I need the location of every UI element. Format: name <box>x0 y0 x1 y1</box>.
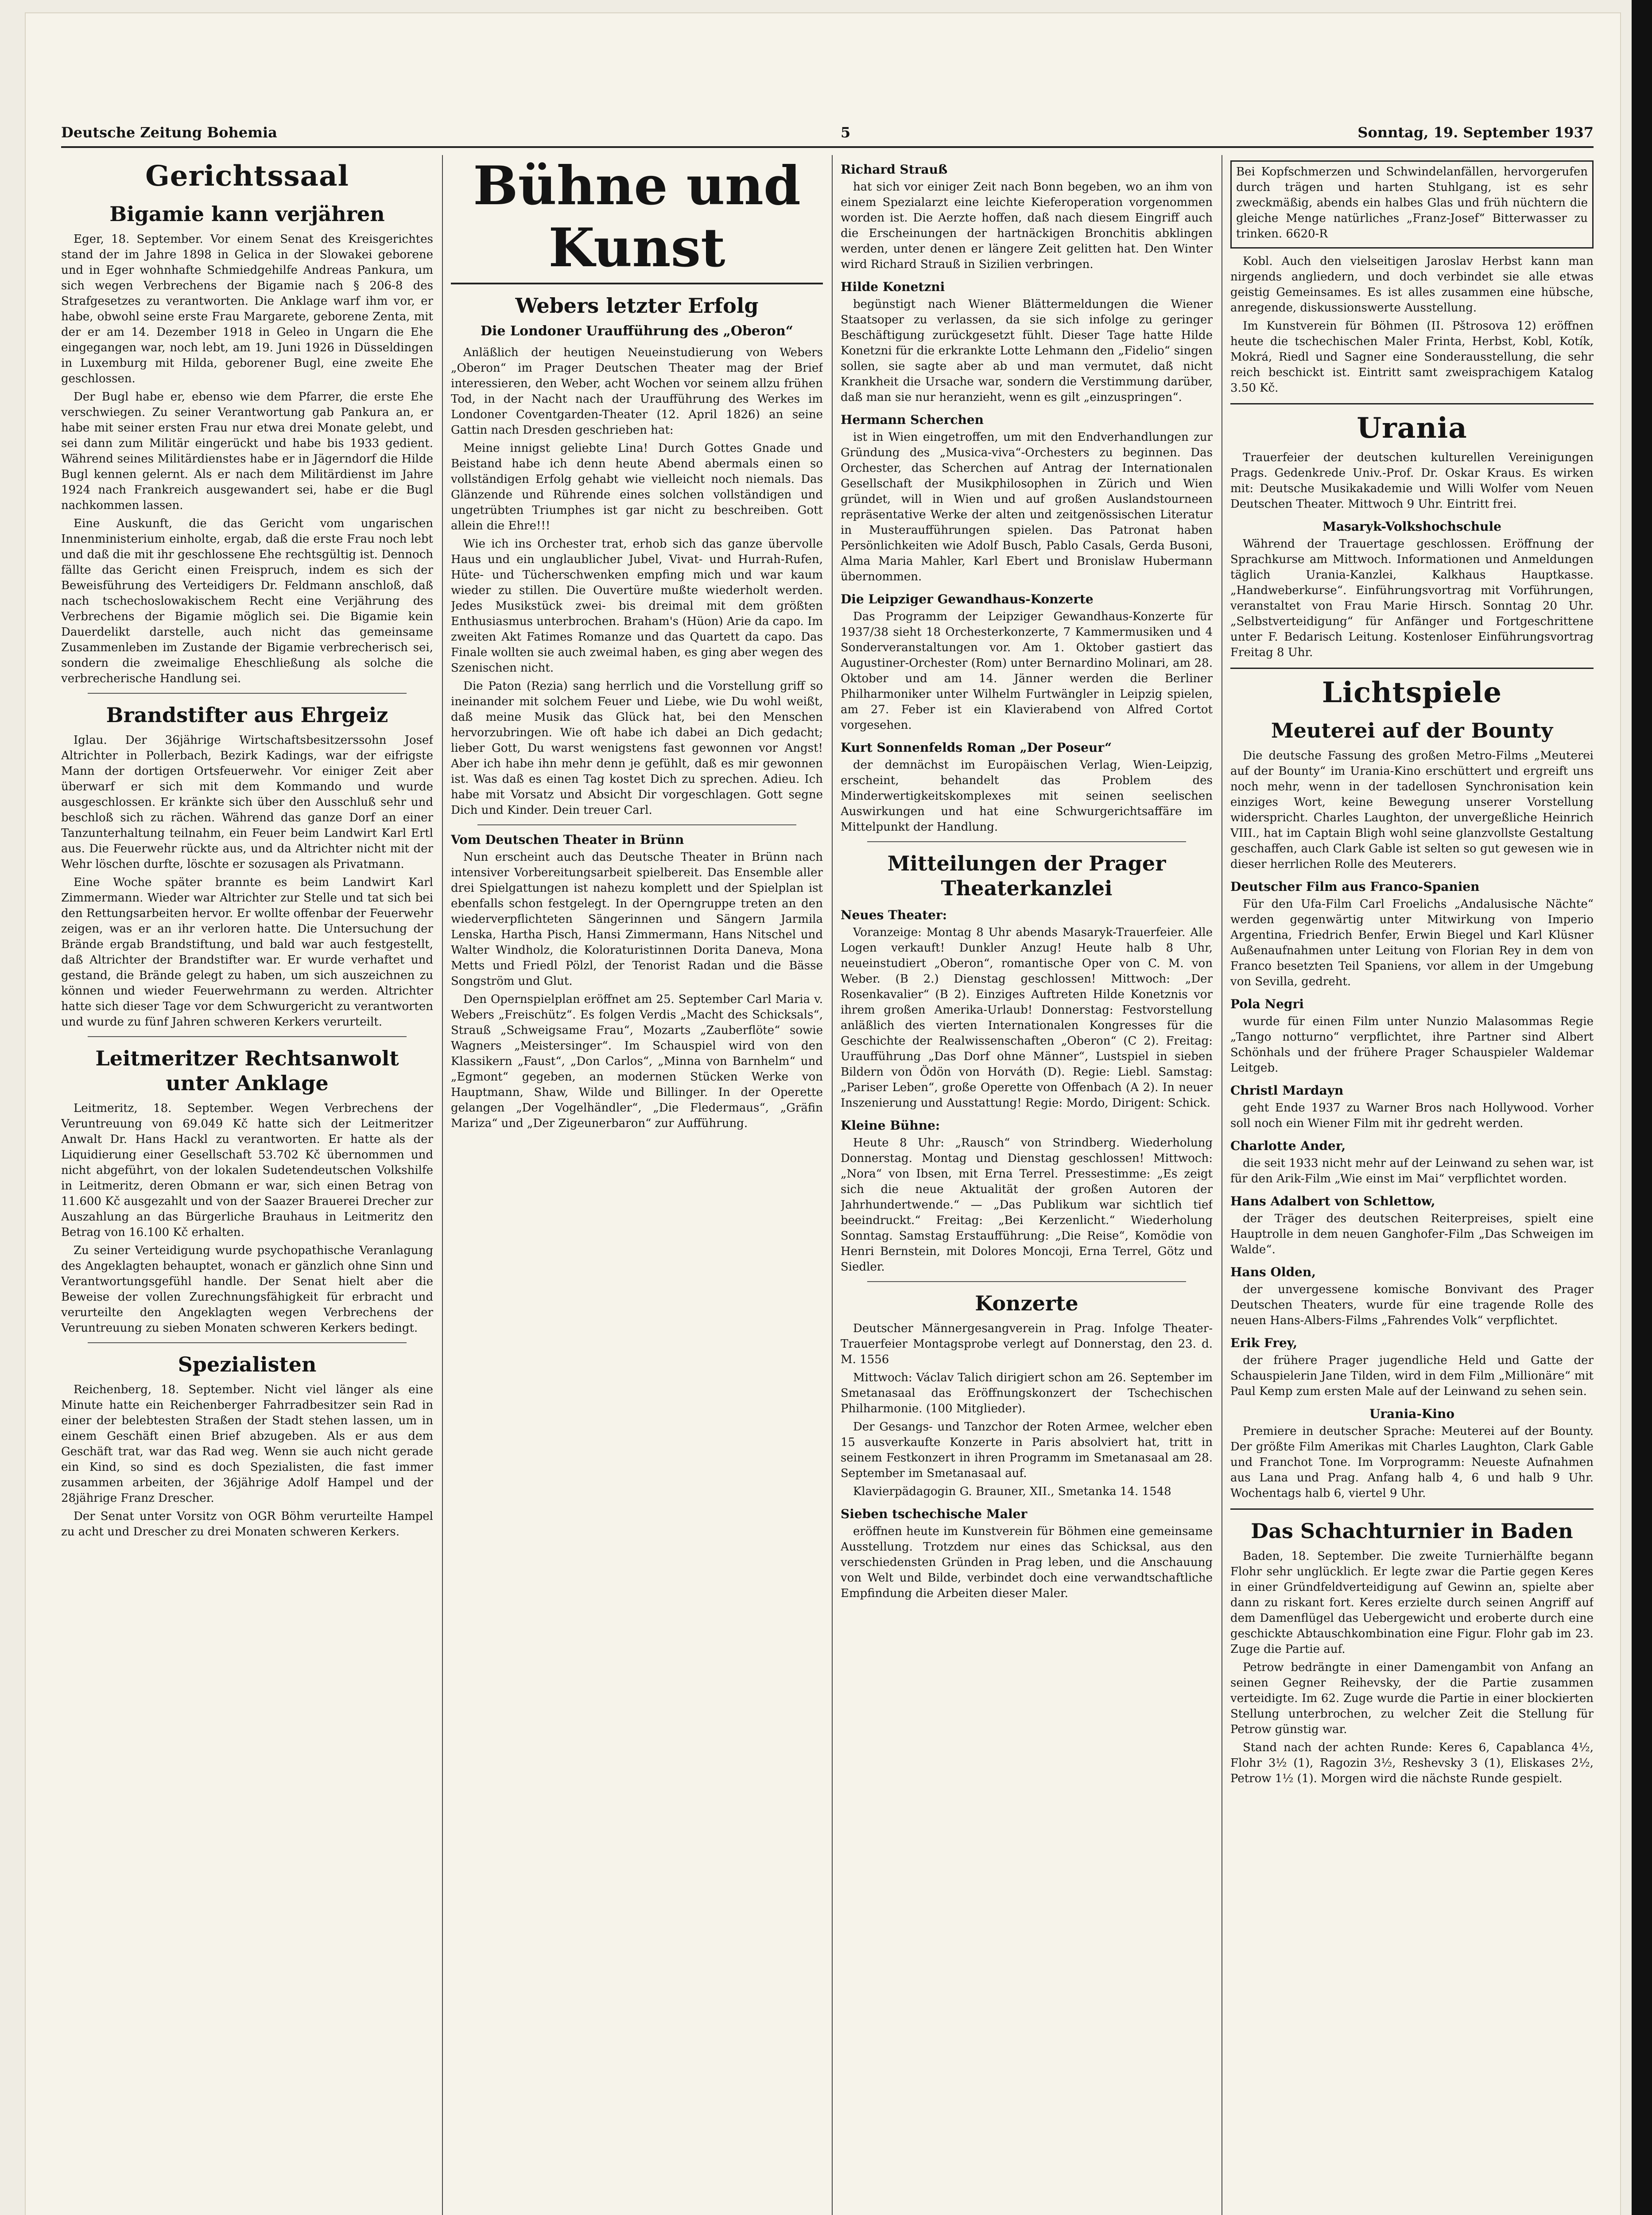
article-title: Deutscher Film aus Franco-Spanien <box>1230 879 1480 894</box>
section-title-lichtspiele: Lichtspiele <box>1322 676 1502 709</box>
header-date: Sonntag, 19. September 1937 <box>1357 124 1594 141</box>
column-lichtspiele <box>1230 155 1594 2215</box>
article-paragraph: Die Paton (Rezia) sang herrlich und die Vorstellung griff so ineinander mit solchem Feuer und Liebe, wie Du wohl weißt, daß meine Musik das Glück hat, bei den Menschen hervorzubringen. Wie oft habe ich dabei an Dich gedacht; lieber Gott, Du warst wenigstens fast gewonnen vor Angst! Aber ich habe ihn mehr denn je gefühlt, daß es mir gewonnen ist. Was daß es einen Tag kostet Dich zu sprechen. Adieu. Ich habe mit Vorsatz und Absicht Dir vorgeschlagen. Gott segne Dich und Kinder. Dein treuer Carl. <box>451 680 823 817</box>
section-title-urania: Urania <box>1357 412 1467 445</box>
article-title: Leitmeritzer Rechtsanwolt unter Anklage <box>95 1046 399 1095</box>
section-masthead: Bühne und Kunst <box>451 155 823 284</box>
article-title: Hilde Konetzni <box>841 280 945 294</box>
article-title: Pola Negri <box>1230 997 1304 1011</box>
article-title: Bigamie kann verjähren <box>109 202 385 226</box>
article-title: Richard Strauß <box>841 162 948 177</box>
article-paragraph: hat sich vor einiger Zeit nach Bonn begeben, wo an ihm von einem Spezialarzt eine leichte Kieferoperation vorgenommen worden ist. Die Aerzte hoffen, daß nach diesem Eingriff auch die Erscheinungen der hartnäckigen Bronchitis abklingen werden, unter denen er längere Zeit gelitten hat. Den Winter wird Richard Strauß in Sizilien verbringen. <box>841 180 1213 271</box>
article-paragraph: der unvergessene komische Bonvivant des Prager Deutschen Theaters, wurde für eine tragende Rolle des neuen Hans-Albers-Films „Fahrendes Volk“ verpflichtet. <box>1230 1283 1594 1327</box>
advertisement-text: Bei Kopfschmerzen und Schwindelanfällen, hervorgerufen durch trägen und harten Stuhlgang, ist es sehr zweckmäßig, abends ein halbes Glas und früh nüchtern die gleiche Menge natürliches „Franz-Josef“ Bitterwasser zu trinken. 6620-R <box>1236 165 1588 241</box>
article-title: Hans Adalbert von Schlettow, <box>1230 1194 1435 1209</box>
article-paragraph: Iglau. Der 36jährige Wirtschaftsbesitzerssohn Josef Altrichter in Pollerbach, Bezirk Kadings, war der eifrigste Mann der dortigen Ortsfeuerwehr. Vor einiger Zeit aber überwarf er sich mit dem Kommando und wurde ausgeschlossen. Er kränkte sich über den Ausschluß sehr und beschloß sich zu rächen. Während das ganze Dorf an einer Tanzunterhaltung teilnahm, ein Feuer beim Landwirt Karl Ertl aus. Die Feuerwehr rückte aus, und da Altrichter nicht mit der Wehr löschen durfte, löschte er sozusagen als Privatmann. <box>61 734 433 871</box>
article-paragraph: wurde für einen Film unter Nunzio Malasommas Regie „Tango notturno“ verpflichtet, ihre Partner sind Albert Schönhals und der frühere Prager Schauspieler Waldemar Leitgeb. <box>1230 1015 1594 1075</box>
article-paragraph: Voranzeige: Montag 8 Uhr abends Masaryk-Trauerfeier. Alle Logen verkauft! Dunkler Anzug! Heute halb 8 Uhr, neueinstudiert „Oberon“, romantische Oper von C. M. von Weber. (B 2.) Dienstag geschlossen! Mittwoch: „Der Rosenkavalier“ (B 2). Einziges Auftreten Hilde Konetznis vor ihrem großen Amerika-Urlaub! Donnerstag: Festvorstellung anläßlich des vierten Internationalen Kongresses für die Geschichte der Realwissenschaften „Oberon“ (C 2). Freitag: Uraufführung „Das Dorf ohne Männer“, Lustspiel in sieben Bildern von Ödön von Horváth (D). Regie: Liebl. Samstag: „Pariser Leben“, große Operette von Offenbach (A 2). In neuer Inszenierung und Ausstattung! Regie: Mordo, Dirigent: Schick. <box>841 926 1213 1110</box>
article-paragraph: Mittwoch: Václav Talich dirigiert schon am 26. September im Smetanasaal das Eröffnungskonzert der Tschechischen Philharmonie. (100 Mitglieder). <box>841 1371 1213 1415</box>
article-paragraph: Kobl. Auch den vielseitigen Jaroslav Herbst kann man nirgends angliedern, und doch verbindet sie alle etwas geistig Gemeinsames. Es ist alles zusammen eine hübsche, anregende, diskussionswerte Ausstellung. <box>1230 255 1594 315</box>
article-paragraph: Wie ich ins Orchester trat, erhob sich das ganze übervolle Haus und ein unglaublicher Jubel, Vivat- und Hurrah-Rufen, Hüte- und Tücherschwenken empfing mich und war kaum wieder zu stillen. Die Ouvertüre mußte wiederholt werden. Jedes Musikstück zwei- bis dreimal mit dem größten Enthusiasmus unterbrochen. Braham's (Hüon) Arie da capo. Im zweiten Akt Fatimes Romanze und das Quartett da capo. Das Finale wollten sie auch zweimal haben, es ging aber wegen des Szenischen nicht. <box>451 537 823 675</box>
divider <box>477 824 796 825</box>
divider <box>1230 1508 1594 1510</box>
article-title: Meuterei auf der Bounty <box>1271 719 1553 742</box>
column-gerichtssaal <box>61 155 433 2215</box>
article-paragraph: Meine innigst geliebte Lina! Durch Gottes Gnade und Beistand habe ich denn heute Abend abermals einen so vollständigen Erfolg gehabt wie vielleicht noch niemals. Das Glänzende und Rührende eines solchen vollständigen und ungetrübten Triumphes ist gar nicht zu beschreiben. Gott allein die Ehre!!! <box>451 442 823 532</box>
article-paragraph: Nun erscheint auch das Deutsche Theater in Brünn nach intensiver Vorbereitungsarbeit spielbereit. Das Ensemble aller drei Spielgattungen ist nahezu komplett und der Spielplan ist ebenfalls schon festgelegt. In der Operngruppe treten an den wiederverpflichteten Sängerinnen und Sängern Jarmila Lenska, Hartha Pisch, Hansi Zimmermann, Hans Nitschel und Walter Windholz, die Koloraturistinnen Dorita Daneva, Mona Metts und Friedl Pölzl, der Tenorist Radan und die Bässe Songström und Glut. <box>451 851 823 988</box>
subheading: Neues Theater: <box>841 908 947 922</box>
page-header <box>61 124 1594 142</box>
article-subtitle: Die Londoner Uraufführung des „Oberon“ <box>480 323 794 339</box>
article-paragraph: Petrow bedrängte in einer Damengambit von Anfang an seinen Gegner Reihevsky, der die Partie zusammen verteidigte. Im 62. Zuge wurde die Partie in einer blockierten Stellung unterbrochen, zu welcher Zeit die Stellung für Petrow günstig war. <box>1230 1661 1594 1736</box>
article-title: Hermann Scherchen <box>841 412 984 427</box>
article-paragraph: die seit 1933 nicht mehr auf der Leinwand zu sehen war, ist für den Arik-Film „Wie einst im Mai“ verpflichtet worden. <box>1230 1157 1594 1185</box>
article-paragraph: Baden, 18. September. Die zweite Turnierhälfte begann Flohr sehr unglücklich. Er legte zwar die Partie gegen Keres in einer Gründfeldverteidigung auf Gewinn an, spielte aber dann zu riskant fort. Keres erzielte durch seinen Angriff auf dem Damenflügel das Uebergewicht und eroberte durch eine geschickte Abtauschkombination eine Figur. Flohr gab im 23. Zuge die Partie auf. <box>1230 1550 1594 1656</box>
header-newspaper-name: Deutsche Zeitung Bohemia <box>61 124 277 141</box>
article-title: Charlotte Ander, <box>1230 1139 1346 1153</box>
article-paragraph: Trauerfeier der deutschen kulturellen Vereinigungen Prags. Gedenkrede Univ.-Prof. Dr. Oskar Kraus. Es wirken mit: Deutsche Musikakademie und Willi Wolfer vom Neuen Deutschen Theater. Mittwoch 9 Uhr. Eintritt frei. <box>1230 451 1594 511</box>
article-paragraph: Das Programm der Leipziger Gewandhaus-Konzerte für 1937/38 sieht 18 Orchesterkonzerte, 7 Kammermusiken und 4 Sonderveranstaltungen vor. Am 1. Oktober gastiert das Augustiner-Orchester (Rom) unter Bernardino Molinari, am 28. Oktober und am 14. Jänner werden die Berliner Philharmoniker unter Wilhelm Furtwängler in Leipzig spielen, am 27. Feber ist ein Klavierabend von Alfred Cortot vorgesehen. <box>841 610 1213 732</box>
article-paragraph: Deutscher Männergesangverein in Prag. Infolge Theater-Trauerfeier Montagsprobe verlegt auf Donnerstag, den 23. d. M. 1556 <box>841 1322 1213 1366</box>
column-rule <box>832 155 833 2215</box>
divider <box>1230 668 1594 669</box>
article-paragraph: Der Gesangs- und Tanzchor der Roten Armee, welcher eben 15 ausverkaufte Konzerte in Paris absolviert hat, tritt in seinem Festkonzert in ihren Programm im Smetanasaal am 28. September im Smetanasaal auf. <box>841 1420 1213 1480</box>
article-paragraph: Für den Ufa-Film Carl Froelichs „Andalusische Nächte“ werden gegenwärtig unter Mitwirkung von Imperio Argentina, Friedrich Benfer, Erwin Biegel und Karl Klüsner Außenaufnahmen unter Leitung von Florian Rey in dem von Franco besetzten Teil Spaniens, vor allem in der Umgebung von Sevilla, gedreht. <box>1230 898 1594 988</box>
article-paragraph: Zu seiner Verteidigung wurde psychopathische Veranlagung des Angeklagten behauptet, wonach er gänzlich ohne Sinn und Verantwortungsgefühl handle. Der Senat hielt aber die Beweise der vollen Zurechnungsfähigkeit für erbracht und verurteilte den Angeklagten wegen Verbrechens der Veruntreuung zu sieben Monaten schweren Kerkers bedingt. <box>61 1244 433 1335</box>
newspaper-page <box>26 13 1620 2215</box>
article-paragraph: Den Opernspielplan eröffnet am 25. September Carl Maria v. Webers „Freischütz“. Es folgen Verdis „Macht des Schicksals“, Strauß „Schweigsame Frau“, Mozarts „Zauberflöte“ sowie Wagners „Meistersinger“. Im Schauspiel wird von den Klassikern „Faust“, „Don Carlos“, „Minna von Barnhelm“ und „Egmont“ gegeben, an modernen Stücken Werke von Hauptmann, Shaw, Wilde und Billinger. In der Operette gelangen „Der Vogelhändler“, „Die Fledermaus“, „Gräfin Mariza“ und „Der Zigeunerbaron“ zur Aufführung. <box>451 993 823 1130</box>
advertisement-box <box>1230 160 1594 249</box>
article-title: Mitteilungen der Prager Theaterkanzlei <box>887 851 1166 900</box>
article-paragraph: Leitmeritz, 18. September. Wegen Verbrechens der Veruntreuung von 69.049 Kč hatte sich der Leitmeritzer Anwalt Dr. Hans Hackl zu verantworten. Er hatte als der Liquidierung einer Gesellschaft 53.702 Kč übernommen und nicht abgeführt, von der lokalen Sudetendeutschen Volkshilfe in Leitmeritz, deren Obmann er war, sich einen Betrag von 11.600 Kč ausgezahlt und von der Saazer Brauerei Drecher zur Auszahlung an das Bürgerliche Brauhaus in Leitmeritz den Betrag von 16.100 Kč erhalten. <box>61 1102 433 1239</box>
scan-edge <box>1632 0 1652 2215</box>
article-paragraph: begünstigt nach Wiener Blättermeldungen die Wiener Staatsoper zu verlassen, da sie sich infolge zu geringer Beschäftigung zurückgesetzt fühlt. Dieser Tage hatte Hilde Konetzni für die erkrankte Lotte Lehmann den „Fidelio“ singen sollen, sie sagte aber ab und man vermutet, daß nicht Krankheit die Ursache war, sondern die Verstimmung darüber, daß man sie nur heranzieht, wenn es gilt „einzuspringen“. <box>841 298 1213 404</box>
divider <box>88 1036 407 1037</box>
header-rule <box>61 146 1594 148</box>
article-paragraph: Eine Woche später brannte es beim Landwirt Karl Zimmermann. Wieder war Altrichter zur Stelle und tat sich bei den Rettungsarbeiten hervor. Er wollte offenbar der Feuerwehr zeigen, was er an ihr verloren hatte. Die Untersuchung der Brände ergab Brandstiftung, und bald war auch festgestellt, daß Altrichter der Brandstifter war. Er wurde verhaftet und gestand, die Brände gelegt zu haben, um sich auszeichnen zu können und wieder Feuerwehrmann zu werden. Altrichter hatte sich dieser Tage vor dem Schwurgericht zu verantworten und wurde zu fünf Jahren schweren Kerkers verurteilt. <box>61 876 433 1029</box>
article-title: Urania-Kino <box>1369 1407 1455 1421</box>
subheading: Masaryk-Volkshochschule <box>1322 519 1501 534</box>
article-paragraph: der frühere Prager jugendliche Held und Gatte der Schauspielerin Jane Tilden, wird in dem Film „Millionäre“ mit Paul Kemp zum ersten Male auf der Leinwand zu sehen sein. <box>1230 1354 1594 1398</box>
divider <box>867 1281 1186 1282</box>
article-paragraph: Stand nach der achten Runde: Keres 6, Capablanca 4½, Flohr 3½ (1), Ragozin 3½, Reshevsky 3 (1), Eliskases 2½, Petrow 1½ (1). Morgen wird die nächste Runde gespielt. <box>1230 1741 1594 1785</box>
subheading: Kleine Bühne: <box>841 1118 940 1133</box>
article-paragraph: geht Ende 1937 zu Warner Bros nach Hollywood. Vorher soll noch ein Wiener Film mit ihr gedreht werden. <box>1230 1101 1594 1130</box>
column-rule <box>442 155 443 2215</box>
article-paragraph: Heute 8 Uhr: „Rausch“ von Strindberg. Wiederholung Donnerstag. Montag und Dienstag geschlossen! Mittwoch: „Nora“ von Ibsen, mit Erna Terrel. Pressestimme: „Es zeigt sich die neue Aktualität der großen Autoren der Jahrhundertwende.“ — „Das Publikum war sichtlich tief beeindruckt.“ Freitag: „Bei Kerzenlicht.“ Wiederholung Sonntag. Samstag Erstaufführung: „Die Reise“, Komödie von Henri Bernstein, mit Dolores Moncoji, Erna Terrel, Götz und Siedler. <box>841 1136 1213 1274</box>
article-paragraph: Im Kunstverein für Böhmen (II. Pštrosova 12) eröffnen heute die tschechischen Maler Frinta, Herbst, Kobl, Kotík, Mokrá, Riedl und Sagner eine Sonderausstellung, die sehr reich beschickt ist. Eintritt samt zweisprachigem Katalog 3.50 Kč. <box>1230 319 1594 395</box>
article-paragraph: Eine Auskunft, die das Gericht vom ungarischen Innenministerium einholte, ergab, daß die erste Frau noch lebt und daß die mit ihr geschlossene Ehe rechtsgültig ist. Dennoch fällte das Gericht einen Freispruch, indem es sich der Beweisführung des Verteidigers Dr. Feldmann anschloß, daß nach tschechoslowakischem Recht eine Verjährung des Verbrechens der Bigamie möglich sei. Die Bigamie kein Dauerdelikt darstelle, auch nicht das gemeinsame Zusammenleben im Zustande der Bigamie verbrecherisch sei, sondern die zweimalige Eheschließung als solche die verbrecherische Handlung sei. <box>61 517 433 685</box>
article-paragraph: Premiere in deutscher Sprache: Meuterei auf der Bounty. Der größte Film Amerikas mit Charles Laughton, Clark Gable und Franchot Tone. Im Vorprogramm: Neueste Aufnahmen aus Lana und Prag. Anfang halb 4, 6 und halb 9 Uhr. Wochentags halb 6, viertel 9 Uhr. <box>1230 1425 1594 1500</box>
article-paragraph: eröffnen heute im Kunstverein für Böhmen eine gemeinsame Ausstellung. Trotzdem nur eines das Schicksal, aus den verschiedensten Gründen in Prag leben, und die Anschauung von Welt und Bilde, verbindet doch eine verwandtschaftliche Empfindung die Arbeiten dieser Maler. <box>841 1525 1213 1600</box>
article-title: Christl Mardayn <box>1230 1083 1344 1098</box>
article-paragraph: Reichenberg, 18. September. Nicht viel länger als eine Minute hatte ein Reichenberger Fahrradbesitzer sein Rad in einer der belebtesten Straßen der Stadt stehen lassen, um in einem Geschäft einen Brief abzugeben. Als er aus dem Geschäft trat, war das Rad weg. Wenn sie auch nicht gerade ein Kind, so sind es doch Spezialisten, die fast immer zusammen arbeiten, der 36jährige Adolf Hampel und der 28jährige Franz Drescher. <box>61 1383 433 1505</box>
section-title-gerichtssaal: Gerichtssaal <box>145 159 349 193</box>
article-title: Kurt Sonnenfelds Roman „Der Poseur“ <box>841 740 1112 755</box>
article-title: Vom Deutschen Theater in Brünn <box>451 832 684 847</box>
article-title: Die Leipziger Gewandhaus-Konzerte <box>841 592 1094 606</box>
article-intro: Anläßlich der heutigen Neueinstudierung von Webers „Oberon“ im Prager Deutschen Theater mag der Brief interessieren, den Weber, acht Wochen vor seinem allzu frühen Tod, in der Nacht nach der Uraufführung des Werkes im Londoner Coventgarden-Theater (12. April 1826) an seine Gattin nach Dresden geschrieben hat: <box>451 346 823 437</box>
article-title: Webers letzter Erfolg <box>515 294 759 318</box>
article-title: Das Schachturnier in Baden <box>1251 1519 1573 1543</box>
article-title: Konzerte <box>975 1291 1078 1315</box>
article-paragraph: Klavierpädagogin G. Brauner, XII., Smetanka 14. 1548 <box>853 1485 1171 1498</box>
article-title: Brandstifter aus Ehrgeiz <box>106 703 388 727</box>
article-title: Erik Frey, <box>1230 1336 1298 1350</box>
article-title: Hans Olden, <box>1230 1265 1316 1279</box>
article-paragraph: Während der Trauertage geschlossen. Eröffnung der Sprachkurse am Mittwoch. Informationen und Anmeldungen täglich Urania-Kanzlei, Kalkhaus Hauptkasse. „Handweberkurse“. Einführungsvortrag mit Vorführungen, veranstaltet von Frau Marie Hirsch. Sonntag 20 Uhr. „Selbstverteidigung“ für Anfänger und Fortgeschrittene unter F. Bedarisch Leitung. Kostenloser Einführungsvortrag Freitag 8 Uhr. <box>1230 537 1594 659</box>
article-paragraph: der Träger des deutschen Reiterpreises, spielt eine Hauptrolle in dem neuen Ganghofer-Film „Das Schweigen im Walde“. <box>1230 1212 1594 1256</box>
article-paragraph: der demnächst im Europäischen Verlag, Wien-Leipzig, erscheint, behandelt das Problem des Minderwertigkeitskomplexes mit seinen seelischen Auswirkungen und hat eine Schwurgerichtsaffäre im Mittelpunkt der Handlung. <box>841 758 1213 834</box>
article-paragraph: Eger, 18. September. Vor einem Senat des Kreisgerichtes stand der im Jahre 1898 in Gelica in der Slowakei geborene und in Eger wohnhafte Schmiedgehilfe Andreas Pankura, um sich wegen Verbrechens der Bigamie nach § 206-8 des Strafgesetzes zu verantworten. Die Anklage warf ihm vor, er habe, obwohl seine erste Frau Margarete, geborene Zenta, mit der er am 14. Dezember 1918 in Geleo in Ungarn die Ehe eingegangen war, noch lebt, am 19. Juni 1926 in Düsseldingen in Luxemburg mit Hilda, geborener Bugl, eine zweite Ehe geschlossen. <box>61 233 433 385</box>
article-paragraph: Die deutsche Fassung des großen Metro-Films „Meuterei auf der Bounty“ im Urania-Kino erschüttert und ergreift uns noch mehr, wenn in der tadellosen Synchronisation kein einziges Wort, keine Bewegung unserer Vorstellung widerspricht. Charles Laughton, der unvergeßliche Heinrich VIII., hat im Captain Bligh wohl seine glanzvollste Gestaltung geschaffen, auch Clark Gable ist selten so gut gewesen wie in dieser herrlichen Rolle des Meuterers. <box>1230 749 1594 871</box>
divider <box>867 841 1186 842</box>
column-news <box>841 155 1213 2215</box>
divider <box>88 693 407 694</box>
article-paragraph: ist in Wien eingetroffen, um mit den Endverhandlungen zur Gründung des „Musica-viva“-Orchesters zu beginnen. Das Orchester, das Scherchen auf Antrag der Internationalen Gesellschaft der Musikphilosophen in Zürich und Wien gründet, will in Wien und auf großen Auslandstourneen repräsentative Werke der alten und zeitgenössischen Literatur in Musteraufführungen spielen. Das Patronat haben Persönlichkeiten wie Adolf Busch, Pablo Casals, Gerda Busoni, Alma Maria Mahler, Karl Ebert und Bronislaw Hubermann übernommen. <box>841 431 1213 583</box>
column-buehne-und-kunst <box>451 155 823 2215</box>
article-title: Spezialisten <box>178 1352 317 1376</box>
divider <box>1230 403 1594 404</box>
header-page-number: 5 <box>841 124 851 141</box>
article-paragraph: Der Senat unter Vorsitz von OGR Böhm verurteilte Hampel zu acht und Drescher zu drei Monaten schweren Kerkers. <box>61 1510 433 1539</box>
divider <box>88 1342 407 1343</box>
article-paragraph: Der Bugl habe er, ebenso wie dem Pfarrer, die erste Ehe verschwiegen. Zu seiner Verantwortung gab Pankura an, er habe mit seiner ersten Frau nur etwa drei Monate gelebt, und sei dann zum Militär eingerückt und habe bis 1933 gedient. Während seines Militärdienstes habe er in Jägerndorf die Hilde Bugl kennen gelernt. Als er nach dem Militärdienst im Jahre 1924 nach Frankreich ausgewandert sei, habe er die Bugl nachkommen lassen. <box>61 390 433 512</box>
article-title: Sieben tschechische Maler <box>841 1507 1028 1521</box>
